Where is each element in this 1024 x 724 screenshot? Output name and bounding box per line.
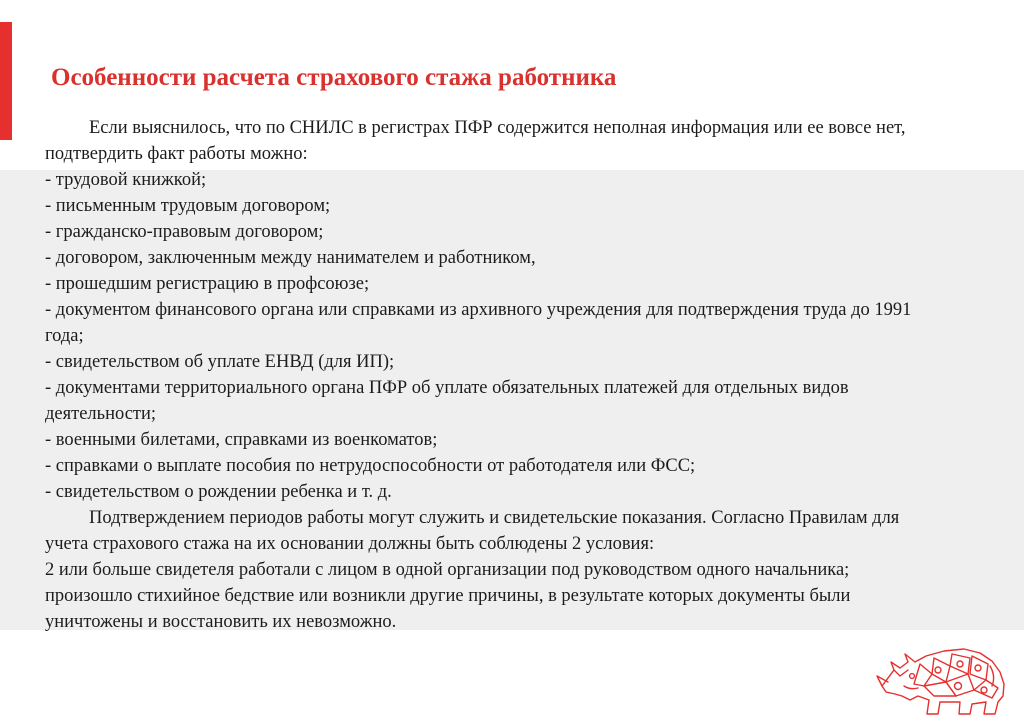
list-item: - документом финансового органа или справками из архивного учреждения для подтверждения труда до 1991 года; (45, 300, 912, 346)
list-item: - свидетельством о рождении ребенка и т. д. (45, 482, 392, 502)
accent-bar (0, 22, 12, 140)
list-item: - гражданско-правовым договором; (45, 222, 324, 242)
list-item: - свидетельством об уплате ЕНВД (для ИП); (45, 352, 395, 372)
list-item: - письменным трудовым договором; (45, 196, 331, 216)
slide-title: Особенности расчета страхового стажа работника (51, 64, 617, 91)
list-item: - справками о выплате пособия по нетрудоспособности от работодателя или ФСС; (45, 456, 696, 476)
rhino-logo-icon (874, 640, 1014, 718)
condition-1: 2 или больше свидетеля работали с лицом в одной организации под руководством одного начальника; (45, 560, 850, 580)
list-item: - военными билетами, справками из военкоматов; (45, 430, 438, 450)
list-item: - прошедшим регистрацию в профсоюзе; (45, 274, 370, 294)
condition-2: произошло стихийное бедствие или возникли другие причины, в результате которых документы были уничтожены и восстановить их невозможно. (45, 586, 851, 632)
list-item: - договором, заключенным между нанимателем и работником, (45, 248, 536, 268)
list-item: - трудовой книжкой; (45, 170, 207, 190)
intro-paragraph: Если выяснилось, что по СНИЛС в регистрах ПФР содержится неполная информация или ее вовсе нет, подтвердить факт работы можно: (45, 118, 906, 164)
slide-body (45, 115, 945, 635)
witness-paragraph: Подтверждением периодов работы могут служить и свидетельские показания. Согласно Правилам для учета страхового стажа на их основании должны быть соблюдены 2 условия: (45, 508, 900, 554)
list-item: - документами территориального органа ПФР об уплате обязательных платежей для отдельных видов деятельности; (45, 378, 849, 424)
